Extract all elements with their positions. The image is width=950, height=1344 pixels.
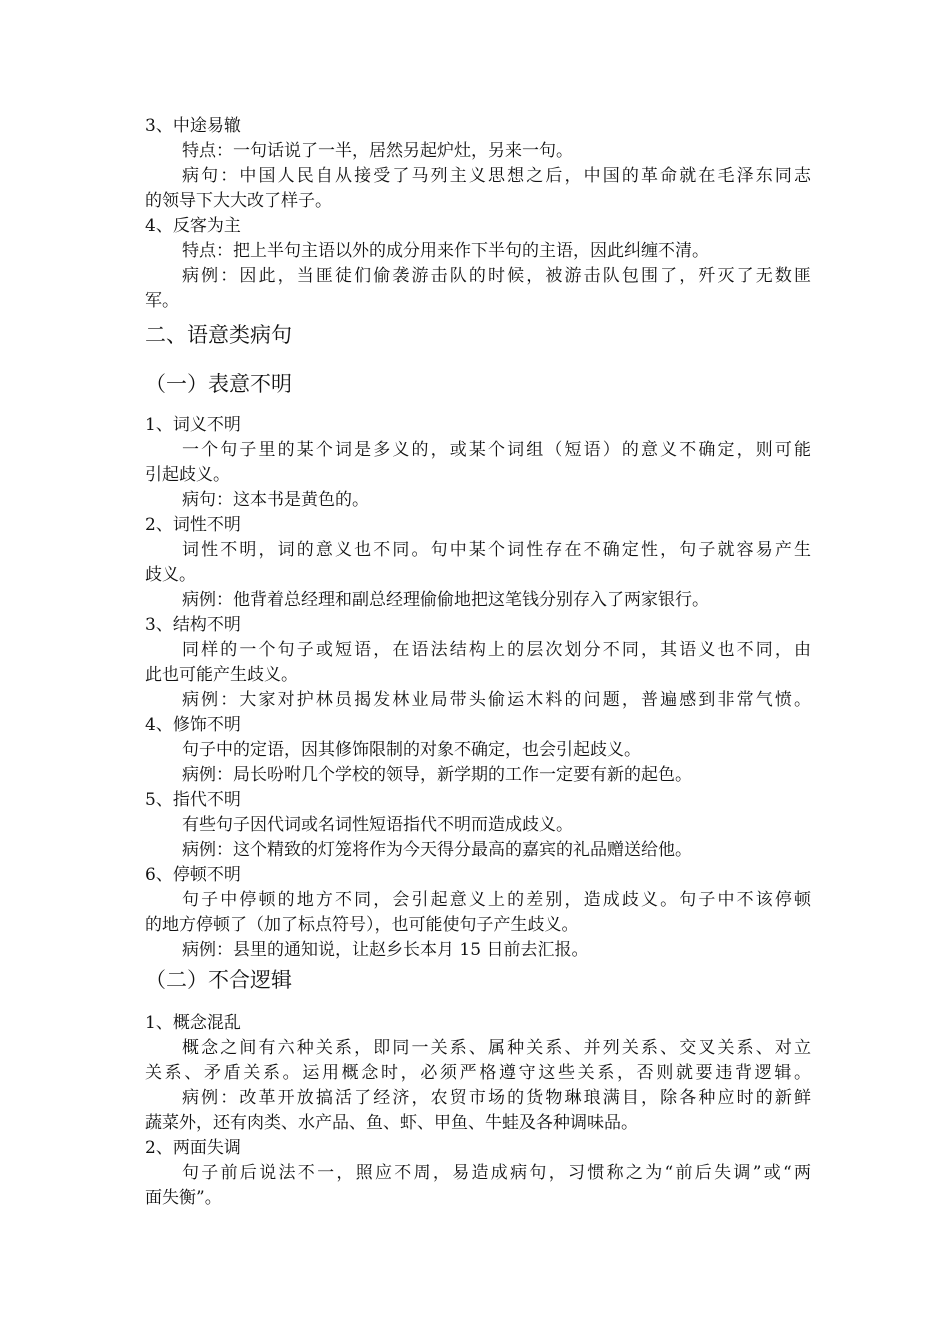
paragraph: 病例：他背着总经理和副总经理偷偷地把这笔钱分别存入了两家银行。 [182,590,709,610]
paragraph: 概念之间有六种关系，即同一关系、属种关系、并列关系、交叉关系、对立 [182,1038,811,1058]
paragraph: 病例：大家对护林员揭发林业局带头偷运木料的问题，普遍感到非常气愤。 [182,690,811,710]
item-heading: 2、词性不明 [145,515,241,535]
paragraph: 特点：把上半句主语以外的成分用来作下半句的主语，因此纠缠不清。 [182,241,709,261]
paragraph: 的地方停顿了（加了标点符号），也可能使句子产生歧义。 [145,915,579,935]
paragraph: 一个句子里的某个词是多义的，或某个词组（短语）的意义不确定，则可能 [182,440,811,460]
paragraph: 歧义。 [145,565,196,585]
paragraph: 词性不明，词的意义也不同。句中某个词性存在不确定性，句子就容易产生 [182,540,811,560]
paragraph: 同样的一个句子或短语，在语法结构上的层次划分不同，其语义也不同，由 [182,640,811,660]
section-heading: 二、语意类病句 [145,323,292,347]
item-heading: 1、概念混乱 [145,1013,241,1033]
paragraph: 面失衡”。 [145,1188,222,1208]
subsection-heading: （二）不合逻辑 [145,968,292,992]
subsection-heading: （一）表意不明 [145,372,292,396]
item-heading: 3、结构不明 [145,615,241,635]
paragraph: 关系、矛盾关系。运用概念时，必须严格遵守这些关系，否则就要违背逻辑。 [145,1063,811,1083]
paragraph: 句子前后说法不一，照应不周，易造成病句，习惯称之为“前后失调”或“两 [182,1163,811,1183]
item-heading: 2、两面失调 [145,1138,241,1158]
paragraph: 句子中停顿的地方不同，会引起意义上的差别，造成歧义。句子中不该停顿 [182,890,811,910]
paragraph: 句子中的定语，因其修饰限制的对象不确定，也会引起歧义。 [182,740,641,760]
item-heading: 4、修饰不明 [145,715,241,735]
item-heading: 3、中途易辙 [145,116,241,136]
paragraph: 蔬菜外，还有肉类、水产品、鱼、虾、甲鱼、牛蛙及各种调味品。 [145,1113,638,1133]
paragraph: 有些句子因代词或名词性短语指代不明而造成歧义。 [182,815,573,835]
item-heading: 5、指代不明 [145,790,241,810]
item-heading: 4、反客为主 [145,216,241,236]
paragraph: 此也可能产生歧义。 [145,665,298,685]
paragraph: 病句：这本书是黄色的。 [182,490,369,510]
paragraph: 军。 [145,291,179,311]
paragraph: 病例：因此，当匪徒们偷袭游击队的时候，被游击队包围了，歼灭了无数匪 [182,266,811,286]
paragraph: 病句：中国人民自从接受了马列主义思想之后，中国的革命就在毛泽东同志 [182,166,811,186]
item-heading: 6、停顿不明 [145,865,241,885]
paragraph: 的领导下大大改了样子。 [145,191,332,211]
paragraph: 病例：这个精致的灯笼将作为今天得分最高的嘉宾的礼品赠送给他。 [182,840,692,860]
paragraph: 引起歧义。 [145,465,230,485]
paragraph: 病例：县里的通知说，让赵乡长本月 15 日前去汇报。 [182,940,589,960]
paragraph: 病例：改革开放搞活了经济，农贸市场的货物琳琅满目，除各种应时的新鲜 [182,1088,811,1108]
paragraph: 病例：局长吩咐几个学校的领导，新学期的工作一定要有新的起色。 [182,765,692,785]
paragraph: 特点：一句话说了一半，居然另起炉灶，另来一句。 [182,141,573,161]
item-heading: 1、词义不明 [145,415,241,435]
